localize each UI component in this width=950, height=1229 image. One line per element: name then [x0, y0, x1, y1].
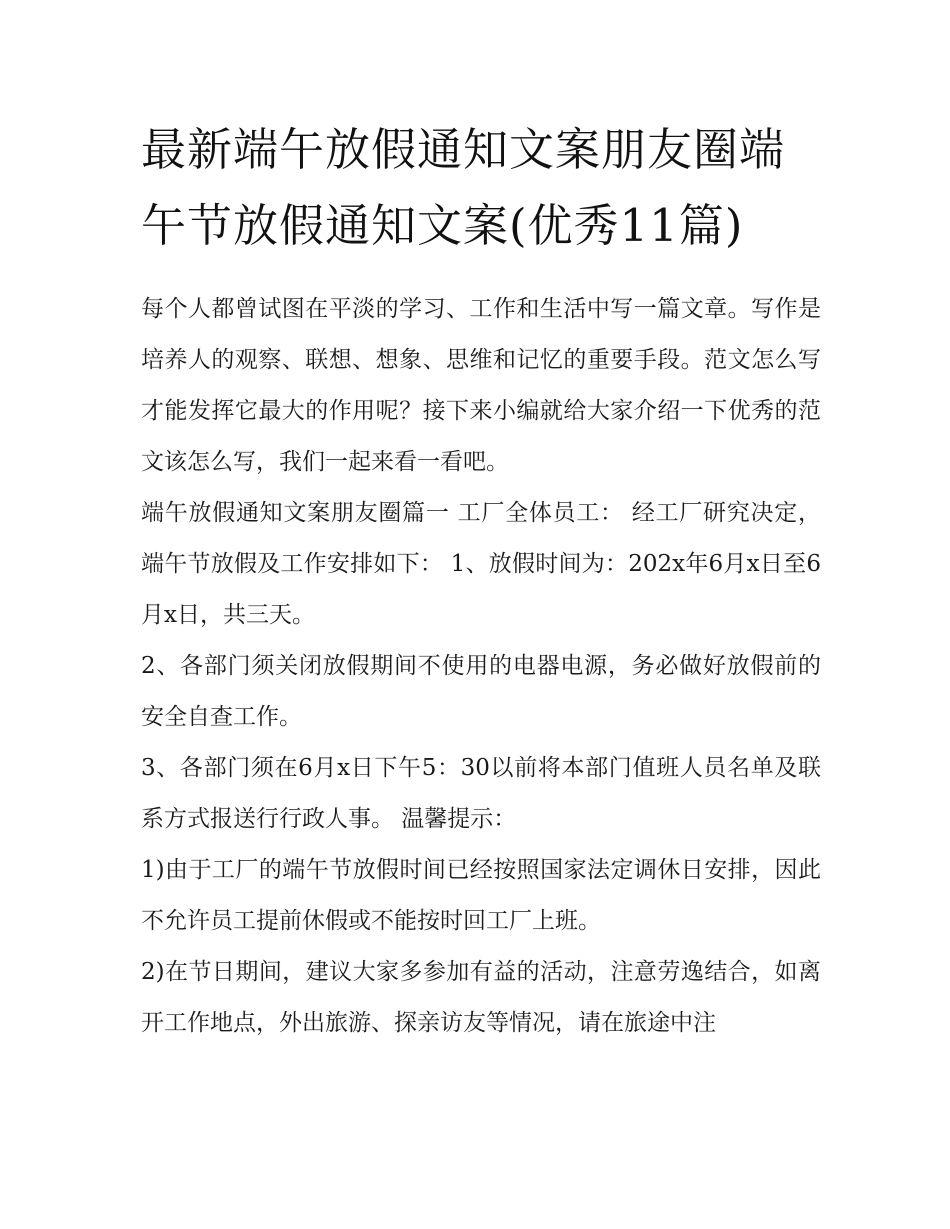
document-title: 最新端午放假通知文案朋友圈端午节放假通知文案(优秀11篇) [141, 123, 786, 252]
document-page [141, 112, 821, 1049]
document-body [141, 284, 821, 1049]
notice-paragraph-1: 端午放假通知文案朋友圈篇一 工厂全体员工： 经工厂研究决定，端午节放假及工作安排如下： 1、放假时间为：202x年6月x日至6月x日，共三天。 [141, 500, 821, 628]
notice-paragraph-3: 3、各部门须在6月x日下午5：30以前将本部门值班人员名单及联系方式报送行行政人事。 温馨提示： [141, 755, 821, 832]
notice-paragraph-2: 2、各部门须关闭放假期间不使用的电器电源，务必做好放假前的安全自查工作。 [141, 653, 821, 730]
tip-paragraph-2: 2)在节日期间，建议大家多参加有益的活动，注意劳逸结合，如离开工作地点，外出旅游、探亲访友等情况，请在旅途中注 [141, 959, 821, 1036]
tip-paragraph-1: 1)由于工厂的端午节放假时间已经按照国家法定调休日安排，因此不允许员工提前休假或不能按时回工厂上班。 [141, 857, 821, 934]
intro-paragraph: 每个人都曾试图在平淡的学习、工作和生活中写一篇文章。写作是培养人的观察、联想、想象、思维和记忆的重要手段。范文怎么写才能发挥它最大的作用呢？接下来小编就给大家介绍一下优秀的范文该怎么写，我们一起来看一看吧。 [141, 296, 821, 475]
